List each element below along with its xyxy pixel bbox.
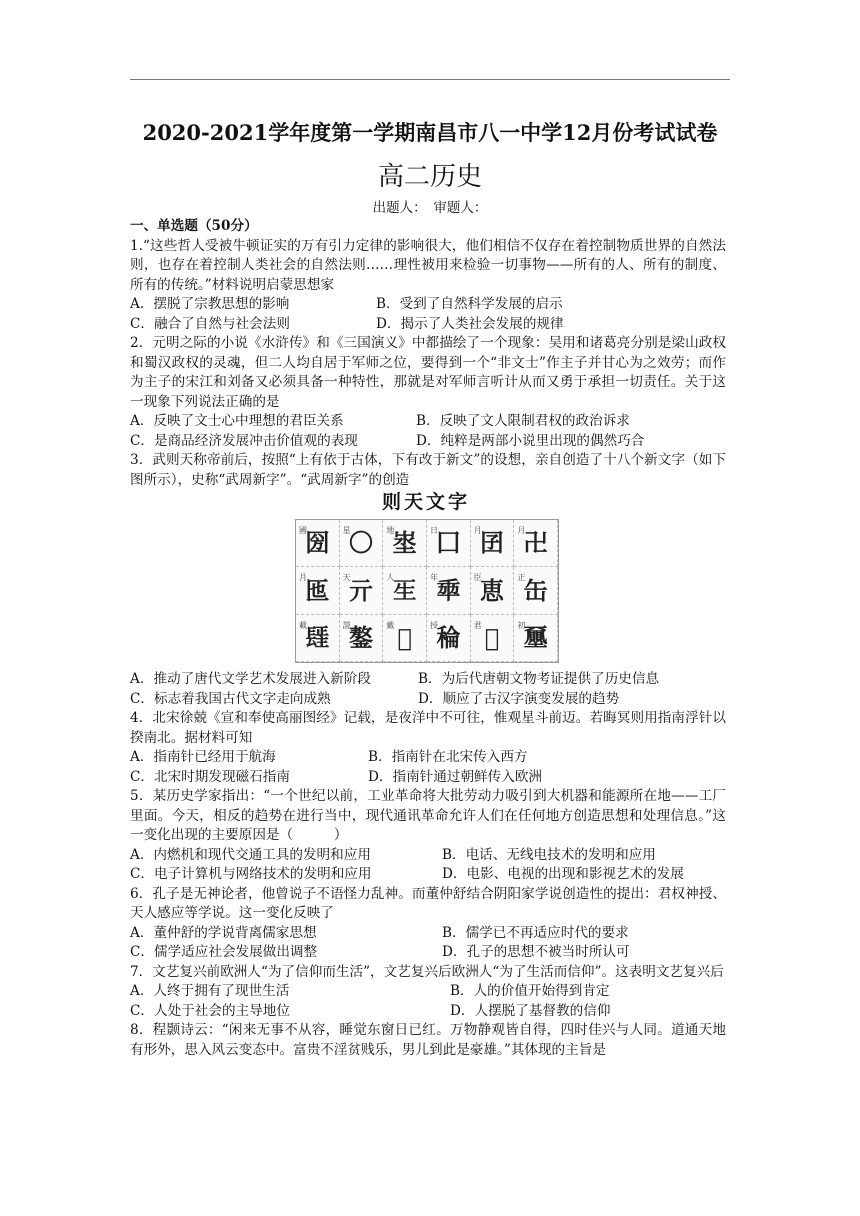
character-cell <box>296 520 340 567</box>
character-cell <box>340 520 384 567</box>
character-gloss: 臣 <box>473 573 482 583</box>
character-cell <box>427 567 471 614</box>
character-glyph: 𠦚 <box>436 575 461 605</box>
option-a: A．摆脱了宗教思想的影响 <box>130 296 290 312</box>
option-c: C．是商品经济发展冲击价值观的表现 <box>130 432 358 449</box>
character-gloss: 君 <box>473 620 482 630</box>
option-a: A．反映了文士心中理想的君臣关系 <box>130 413 344 429</box>
question-2-options <box>130 412 726 432</box>
character-cell <box>383 567 427 614</box>
option-b: B．指南针在北宋传入西方 <box>368 749 528 765</box>
character-cell <box>296 567 340 614</box>
question-6-options-row2 <box>130 943 726 963</box>
option-c: C．电子计算机与网络技术的发明和应用 <box>130 866 372 882</box>
exam-subtitle: 高二历史 <box>377 162 482 192</box>
character-glyph: 𡔈 <box>523 623 548 653</box>
option-a: A．董仲舒的学说背离儒家思想 <box>130 924 317 941</box>
character-glyph: 𤯔 <box>392 575 417 605</box>
option-d: D．孔子的思想不被当时所认可 <box>442 944 630 960</box>
character-cell <box>514 615 558 662</box>
character-glyph: 缶 <box>523 575 548 605</box>
question-4-options-row2 <box>130 768 726 788</box>
exam-authors: 出题人： 审题人： <box>372 200 488 216</box>
character-cell <box>471 520 515 567</box>
character-gloss: 星 <box>342 526 351 535</box>
question-4-stem: 4．北宋徐兢《宣和奉使高丽图经》记载，是夜洋中不可往，惟观星斗前迈。若晦冥则用指南浮针以揆南北。据材料可知 <box>130 710 726 746</box>
character-cell <box>383 520 427 567</box>
option-b: B．儒学已不再适应时代的要求 <box>442 924 629 941</box>
character-glyph: 稐 <box>436 623 461 653</box>
option-d: D．顺应了古汉字演变发展的趋势 <box>418 690 620 707</box>
question-3-options <box>130 670 726 690</box>
question-3-stem: 3．武则天称帝前后，按照“上有依于古体，下有改于新文”的设想，亲自创造了十八个新文字（如下图所示），史称“武周新字”。“武周新字”的创造 <box>130 452 726 488</box>
question-6-options <box>130 924 726 944</box>
character-gloss: 戴 <box>386 620 395 630</box>
character-cell <box>514 520 558 567</box>
option-c: C．北宋时期发现磁石指南 <box>130 768 290 785</box>
question-6-stem: 6．孔子是无神论者，他曾说子不语怪力乱神。而董仲舒结合阴阳家学说创造性的提出：君权神授、天人感应等学说。这一变化反映了 <box>130 885 726 921</box>
character-cell <box>427 520 471 567</box>
question-7-stem: 7．文艺复兴前欧洲人“为了信仰而生活”，文艺复兴后欧洲人“为了生活而信仰”。这表明文艺复兴后 <box>130 963 724 980</box>
figure-title: 则天文字 <box>381 491 470 513</box>
question-4-options <box>130 748 726 768</box>
character-grid <box>295 519 559 663</box>
question-2-stem: 2．元明之际的小说《水浒传》和《三国演义》中都描绘了一个现象：吴用和诸葛亮分别是梁山政权和蜀汉政权的灵魂，但二人均自居于军师之位，要得到一个“非文士”作主子并甘心为之效劳；而作为主子的宋江和刘备又必须具备一种特性，那就是对军师言听计从而又勇于承担一切责任。关于这一现象下列说法正确的是 <box>130 335 726 410</box>
option-b: B．受到了自然科学发展的启示 <box>376 296 563 312</box>
character-glyph: 囗 <box>436 528 461 558</box>
character-cell <box>340 615 384 662</box>
character-gloss: 月 <box>517 526 526 535</box>
wuzhou-characters-figure <box>290 493 562 665</box>
character-gloss: 天 <box>342 573 351 583</box>
header-rule <box>130 79 730 80</box>
option-b: B．电话、无线电技术的发明和应用 <box>442 846 656 863</box>
question-1-options-row2 <box>130 315 726 335</box>
character-gloss: 人 <box>386 573 395 583</box>
option-c: C．人处于社会的主导地位 <box>130 1002 290 1019</box>
option-b: B．人的价值开始得到肯定 <box>450 983 610 999</box>
character-gloss: 國 <box>299 526 307 535</box>
option-a: A．指南针已经用于航海 <box>130 749 276 765</box>
character-glyph: 匜 <box>305 575 330 605</box>
character-glyph: 埊 <box>392 528 417 558</box>
character-cell <box>471 615 515 662</box>
character-gloss: 月 <box>473 526 482 535</box>
option-b: B．反映了文人限制君权的政治诉求 <box>416 413 630 429</box>
option-a: A．推动了唐代文学艺术发展进入新阶段 <box>130 671 371 687</box>
character-glyph: 卍 <box>523 528 548 558</box>
option-d: D．人摆脱了基督教的信仰 <box>450 1002 611 1019</box>
character-glyph: 𠺞 <box>484 623 500 653</box>
character-gloss: 授 <box>430 620 438 630</box>
option-d: D．指南针通过朝鲜传入欧洲 <box>368 768 543 785</box>
question-5-options <box>130 846 726 866</box>
character-gloss: 月 <box>299 573 307 583</box>
character-glyph: 𨲢 <box>305 623 330 653</box>
character-cell <box>296 615 340 662</box>
character-gloss: 地 <box>386 526 395 535</box>
character-gloss: 初 <box>517 620 526 630</box>
character-glyph: 𠁈 <box>397 623 412 653</box>
character-gloss: 年 <box>430 573 438 583</box>
character-gloss: 正 <box>517 573 526 583</box>
option-c: C．融合了自然与社会法则 <box>130 315 290 332</box>
character-glyph: 囝 <box>479 528 504 558</box>
option-b: B．为后代唐朝文物考证提供了历史信息 <box>418 671 660 687</box>
option-d: D．揭示了人类社会发展的规律 <box>376 315 564 332</box>
section-heading: 一、单选题（50分） <box>130 218 258 234</box>
question-1-options <box>130 295 726 315</box>
question-5-options-row2 <box>130 865 726 885</box>
question-1-stem: 1.“这些哲人受被牛顿证实的万有引力定律的影响很大，他们相信不仅存在着控制物质世界的自然法则，也存在着控制人类社会的自然法则……理性被用来检验一切事物——所有的人、所有的制度、所有的传统。”材料说明启蒙思想家 <box>130 237 726 293</box>
option-a: A．内燃机和现代交通工具的发明和应用 <box>130 846 371 863</box>
option-a: A．人终于拥有了现世生活 <box>130 983 290 999</box>
exam-content <box>130 217 726 1060</box>
question-7-options <box>130 982 726 1002</box>
character-glyph: 亓 <box>348 575 373 605</box>
character-glyph: 恵 <box>479 575 504 605</box>
character-glyph: 鏊 <box>348 623 373 653</box>
character-gloss: 證 <box>342 620 351 630</box>
question-3-options-row2 <box>130 690 726 710</box>
option-c: C．标志着我国古代文字走向成熟 <box>130 690 331 707</box>
question-5-stem: 5．某历史学家指出：“一个世纪以前，工业革命将大批劳动力吸引到大机器和能源所在地——工厂里面。今天，相反的趋势在进行当中，现代通讯革命允许人们在任何地方创造思想和处理信息。”这一变化出现的主要原因是（ ） <box>130 788 726 843</box>
character-cell <box>427 615 471 662</box>
character-cell <box>514 567 558 614</box>
character-gloss: 載 <box>299 620 307 630</box>
question-8-stem: 8．程颢诗云：“闲来无事不从容，睡觉东窗日已红。万物静观皆自得，四时佳兴与人同。道通天地有形外，思入风云变态中。富贵不淫贫贱乐，男儿到此是豪雄。”其体现的主旨是 <box>130 1022 726 1058</box>
character-cell <box>340 567 384 614</box>
character-gloss: 日 <box>430 526 438 535</box>
option-d: D．电影、电视的出现和影视艺术的发展 <box>442 866 684 882</box>
option-c: C．儒学适应社会发展做出调整 <box>130 944 318 960</box>
question-2-options-row2 <box>130 432 726 452</box>
character-cell <box>471 567 515 614</box>
exam-title: 2020-2021学年度第一学期南昌市八一中学12月份考试试卷 <box>142 120 718 145</box>
option-d: D．纯粹是两部小说里出现的偶然巧合 <box>416 432 645 449</box>
character-cell <box>383 615 427 662</box>
question-7-options-row2 <box>130 1002 726 1022</box>
character-glyph: 〇 <box>348 528 373 558</box>
character-glyph: 圀 <box>305 528 330 558</box>
